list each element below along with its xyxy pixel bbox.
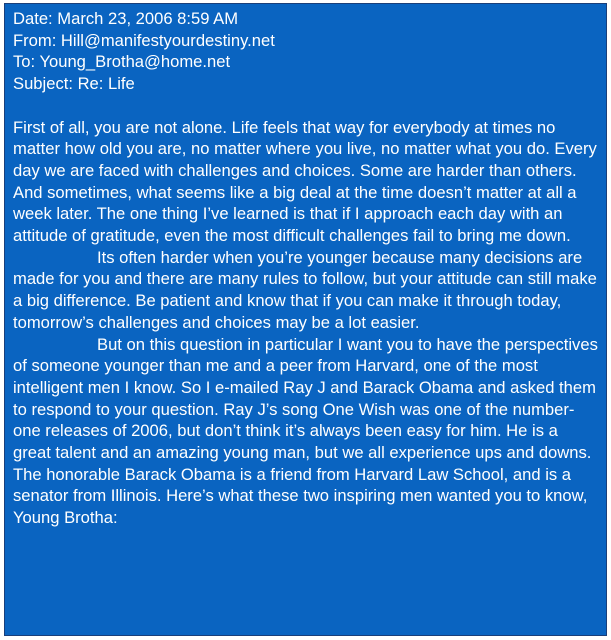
body-paragraph-2: Its often harder when you’re younger because many decisions are made for you and there are many rules to follow, but your attitude can still make a big difference. Be patient and know that if you can make it through today, tomorrow’s challenges and choices may be a lot easier. — [13, 247, 597, 332]
email-date: Date: March 23, 2006 8:59 AM — [13, 9, 239, 28]
email-to: To: Young_Brotha@home.net — [13, 52, 231, 72]
body-paragraph-3: But on this question in particular I want you to have the perspectives of someone younger than me and a peer from Harvard, one of the most intelligent men I know. So I e-mailed Ray J and Barack Obama and asked them to respond to your question. Ray J’s song One Wish was one of the number-one releases of 2006, but don’t think it’s always been easy for him. He is a great talent and an amazing young man, but we all experience ups and downs. The honorable Barack Obama is a friend from Harvard Law School, and is a senator from Illinois. Here’s what these two inspiring men wanted you to know, Young Brotha: — [13, 334, 598, 528]
header-body-separator — [13, 95, 606, 117]
body-paragraph-1: First of all, you are not alone. Life feels that way for everybody at times no matter how old you are, no matter where you live, no matter what you do. Every day we are faced with challenges and choices. Some are harder than others. And sometimes, what seems like a big deal at the time doesn’t matter at all a week later. The one thing I’ve learned is that if I approach each day with an attitude of gratitude, even the most difficult challenges fail to bring me down. — [13, 117, 597, 246]
email-from: From: Hill@manifestyourdestiny.net — [13, 30, 275, 50]
email-message — [4, 3, 607, 636]
email-subject: Subject: Re: Life — [13, 74, 135, 94]
